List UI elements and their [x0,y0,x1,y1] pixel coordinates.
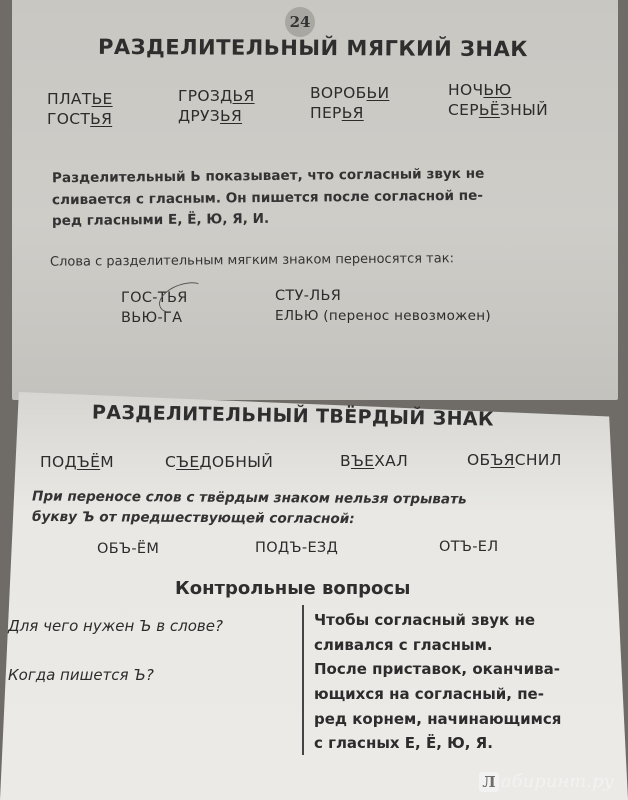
answer-line: с гласных Е, Ё, Ю, Я. [314,734,493,752]
question: Когда пишется Ъ? [8,666,154,684]
soft-word: ГОСТЬЯ [47,110,113,128]
hard-rule-line: При переносе слов с твёрдым знаком нельзя отрывать [31,488,467,508]
soft-word: ГРОЗДЬЯ [178,87,255,105]
hard-hyphen-example: ОБЪ-ЁМ [97,541,160,557]
hyphen-intro: Слова с разделительным мягким знаком переносятся так: [49,251,454,270]
answer-line: Чтобы согласный звук не [314,611,536,629]
soft-word: ДРУЗЬЯ [178,107,243,125]
soft-rule-line: Разделительный Ь показывает, что согласный звук не [51,165,485,187]
hyphen-example: ГОС-ТЬЯ [121,290,188,306]
answer-line: После приставок, оканчива- [314,660,560,678]
labirint-logo-icon: Л [479,772,499,792]
page-number: 24 [285,7,315,37]
hard-word: ПОДЪЁМ [40,453,114,471]
soft-word: ПЛАТЬЕ [47,90,113,108]
hyphen-example: ВЬЮ-ГА [121,310,183,326]
soft-rule-line: ред гласными Е, Ё, Ю, Я, И. [51,210,270,230]
question: Для чего нужен Ъ в слове? [8,617,223,635]
soft-word: НОЧЬЮ [448,81,512,99]
watermark [479,771,614,792]
answer-line: ющихся на согласный, пе- [314,685,544,703]
control-questions-title: Контрольные вопросы [175,578,411,599]
hyphen-example: СТУ-ЛЬЯ [275,288,342,304]
hard-hyphen-example: ПОДЪ-ЕЗД [255,540,339,556]
watermark-text: абиринт.ру [500,771,614,792]
hard-sign-title: РАЗДЕЛИТЕЛЬНЫЙ ТВЁРДЫЙ ЗНАК [91,401,495,431]
hyphen-example: ЕЛЬЮ (перенос невозможен) [275,308,491,324]
column-divider [302,605,304,755]
soft-word: ПЕРЬЯ [310,104,364,122]
hard-rule-line: букву Ъ от предшествующей согласной: [31,508,355,528]
hard-word: СЪЕДОБНЫЙ [165,453,274,471]
answer-line: сливался с гласным. [314,636,493,654]
soft-sign-title: РАЗДЕЛИТЕЛЬНЫЙ МЯГКИЙ ЗНАК [97,34,529,62]
hard-hyphen-example: ОТЪ-ЕЛ [439,539,499,555]
hard-word: ОБЪЯСНИЛ [467,451,562,469]
hard-word: ВЪЕХАЛ [340,452,409,470]
answer-line: ред корнем, начинающимся [314,710,562,728]
soft-word: ВОРОБЬИ [310,84,390,102]
soft-word: СЕРЬЁЗНЫЙ [448,101,548,119]
soft-rule-line: сливается с гласным. Он пишется после согласной пе- [51,187,484,209]
